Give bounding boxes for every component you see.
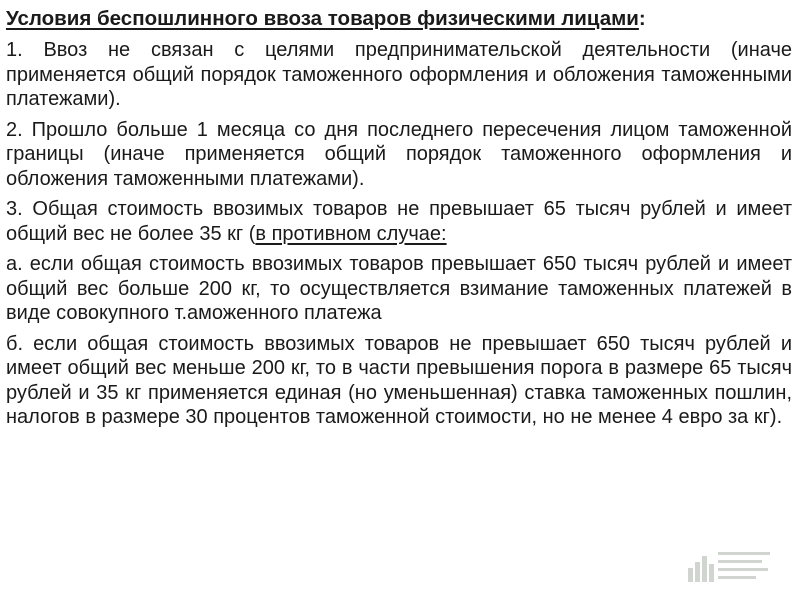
title-suffix: : (638, 7, 646, 30)
paragraph-b: б. если общая стоимость ввозимых товаров не превышает 650 тысяч рублей и имеет общий вес меньше 200 кг, то в части превышения порога в размере 65 тысяч рублей и 35 кг применяется единая (но уменьшенная) ставка таможенных пошлин, налогов в размере 30 процентов таможенной стоимости, но не менее 4 евро за кг). (6, 332, 792, 428)
page-title (6, 6, 792, 32)
paragraph-1: 1. Ввоз не связан с целями предпринимательской деятельности (иначе применяется общий порядок таможенного оформления и обложения таможенными платежами). (6, 39, 792, 110)
paragraph-2: 2. Прошло больше 1 месяца со дня последнего пересечения лицом таможенной границы (иначе применяется общий порядок таможенного оформления и обложения таможенными платежами). (6, 118, 792, 190)
paragraph-a: а. если общая стоимость ввозимых товаров превышает 650 тысяч рублей и имеет общий вес больше 200 кг, то осуществляется взимание таможенных платежей в виде совокупного т.аможенного платежа (6, 253, 792, 324)
paragraph-3-underlined: в противном случае: (255, 222, 447, 245)
title-underlined: Условия беспошлинного ввоза товаров физическими лицами (6, 7, 639, 30)
paragraph-3 (6, 197, 792, 246)
presentation-logo-icon (684, 546, 776, 586)
slide (6, 0, 792, 600)
paragraph-3-main: 3. Общая стоимость ввозимых товаров не превышает 65 тысяч рублей и имеет общий вес не более 35 кг ( (6, 198, 792, 245)
